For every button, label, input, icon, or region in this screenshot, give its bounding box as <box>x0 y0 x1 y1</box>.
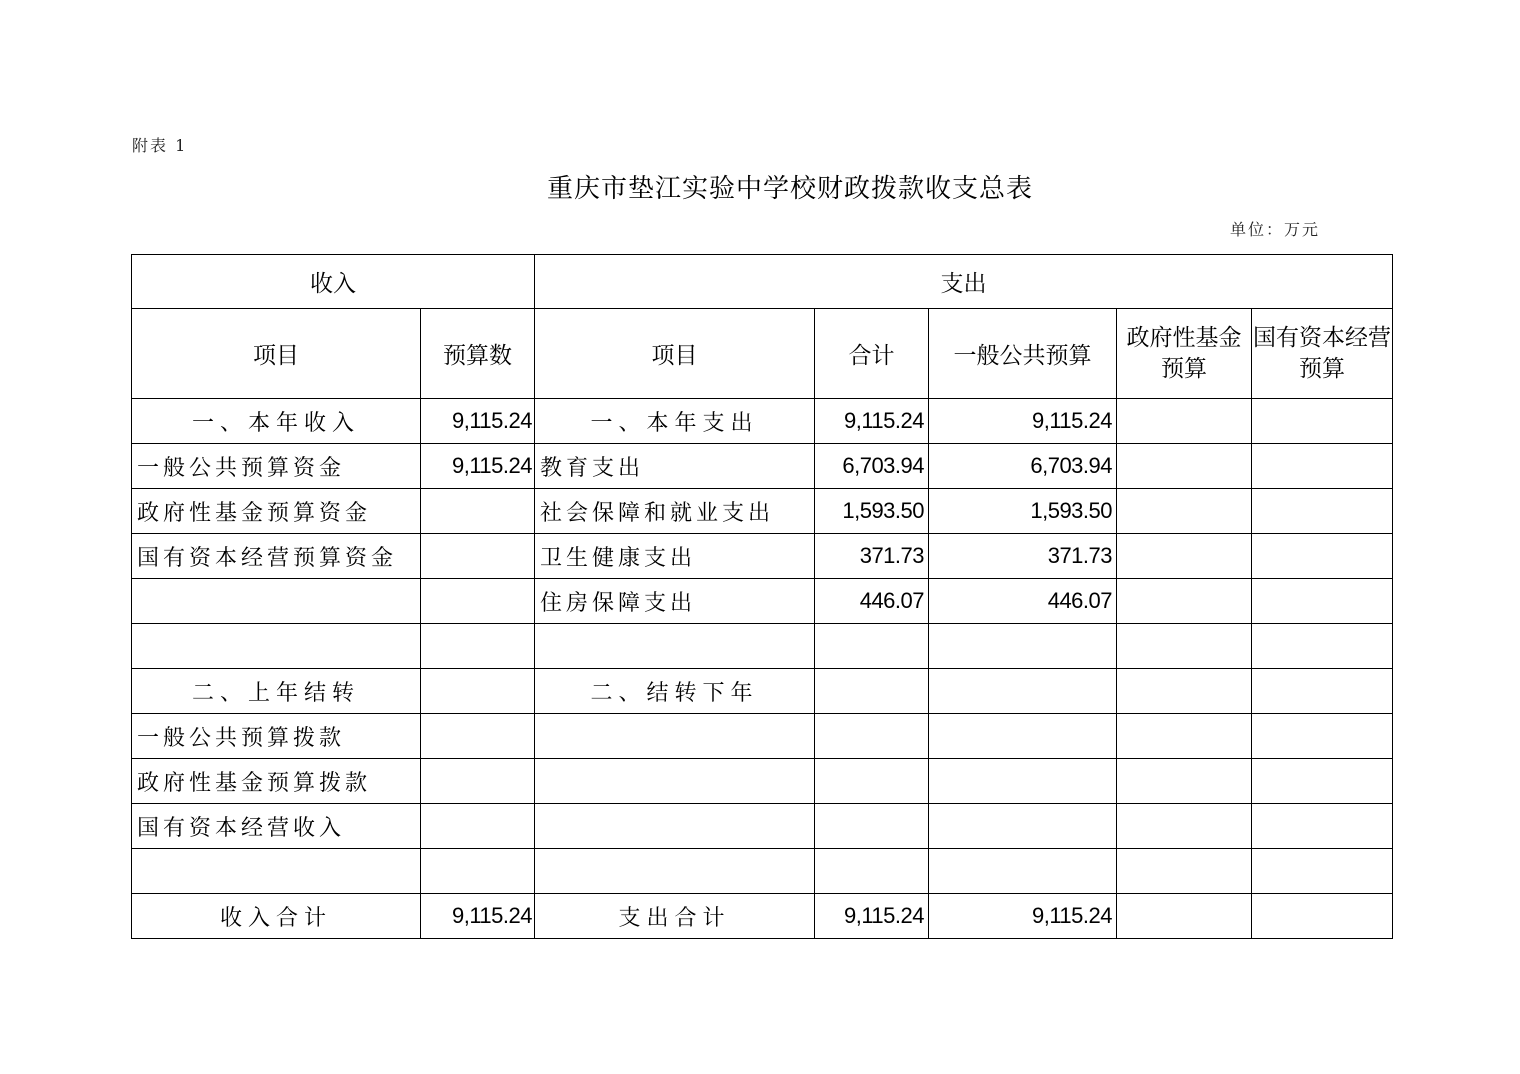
fund-cell <box>1117 534 1252 579</box>
income-budget-cell <box>421 669 535 714</box>
total-cell: 1,593.50 <box>815 489 929 534</box>
income-budget-cell <box>421 849 535 894</box>
expense-item-cell: 教育支出 <box>535 444 815 489</box>
capital-cell <box>1252 714 1393 759</box>
expense-item-cell <box>535 759 815 804</box>
budget-summary-table <box>131 254 1393 939</box>
expense-item-cell: 一、本年支出 <box>535 399 815 444</box>
table-row <box>132 669 1393 714</box>
capital-cell <box>1252 624 1393 669</box>
general-cell <box>929 624 1117 669</box>
total-cell <box>815 624 929 669</box>
table-row <box>132 534 1393 579</box>
expense-item-cell: 二、结转下年 <box>535 669 815 714</box>
income-item-cell <box>132 579 421 624</box>
fund-cell <box>1117 624 1252 669</box>
page-title: 重庆市垫江实验中学校财政拨款收支总表 <box>546 174 1033 204</box>
general-cell <box>929 804 1117 849</box>
total-cell: 9,115.24 <box>815 399 929 444</box>
total-cell: 446.07 <box>815 579 929 624</box>
expense-item-header: 项目 <box>535 309 815 399</box>
general-cell <box>929 849 1117 894</box>
income-item-cell: 一般公共预算资金 <box>132 444 421 489</box>
fund-cell <box>1117 714 1252 759</box>
income-budget-cell <box>421 579 535 624</box>
table-row <box>132 489 1393 534</box>
income-budget-cell <box>421 489 535 534</box>
capital-cell <box>1252 399 1393 444</box>
total-cell: 371.73 <box>815 534 929 579</box>
income-item-cell: 政府性基金预算拨款 <box>132 759 421 804</box>
income-budget-cell <box>421 804 535 849</box>
fund-cell <box>1117 444 1252 489</box>
general-cell: 1,593.50 <box>929 489 1117 534</box>
fund-total-value <box>1117 894 1252 939</box>
header-row-top <box>132 255 1393 309</box>
fund-cell <box>1117 804 1252 849</box>
income-budget-cell <box>421 714 535 759</box>
income-budget-header: 预算数 <box>421 309 535 399</box>
income-item-cell: 国有资本经营预算资金 <box>132 534 421 579</box>
income-item-cell: 二、上年结转 <box>132 669 421 714</box>
table-row <box>132 444 1393 489</box>
total-cell <box>815 849 929 894</box>
income-total-label: 收入合计 <box>132 894 421 939</box>
table-row <box>132 759 1393 804</box>
general-public-header: 一般公共预算 <box>929 309 1117 399</box>
header-row-sub <box>132 309 1393 399</box>
fund-cell <box>1117 669 1252 714</box>
table-row <box>132 624 1393 669</box>
expense-item-cell: 社会保障和就业支出 <box>535 489 815 534</box>
expense-item-cell: 卫生健康支出 <box>535 534 815 579</box>
state-capital-header: 国有资本经营预算 <box>1252 309 1393 399</box>
fund-cell <box>1117 579 1252 624</box>
general-cell: 371.73 <box>929 534 1117 579</box>
general-cell: 6,703.94 <box>929 444 1117 489</box>
unit-label: 单位：万元 <box>1230 220 1321 239</box>
general-cell <box>929 759 1117 804</box>
fund-cell <box>1117 759 1252 804</box>
general-cell: 446.07 <box>929 579 1117 624</box>
expense-header: 支出 <box>535 255 1393 309</box>
expense-item-cell <box>535 624 815 669</box>
income-item-cell: 国有资本经营收入 <box>132 804 421 849</box>
fund-cell <box>1117 849 1252 894</box>
gov-fund-header: 政府性基金预算 <box>1117 309 1252 399</box>
capital-cell <box>1252 804 1393 849</box>
capital-cell <box>1252 489 1393 534</box>
total-cell <box>815 714 929 759</box>
income-item-cell: 一般公共预算拨款 <box>132 714 421 759</box>
expense-item-cell <box>535 849 815 894</box>
capital-cell <box>1252 669 1393 714</box>
general-cell <box>929 669 1117 714</box>
income-item-header: 项目 <box>132 309 421 399</box>
income-item-cell <box>132 624 421 669</box>
expense-item-cell: 住房保障支出 <box>535 579 815 624</box>
expense-item-cell <box>535 804 815 849</box>
capital-cell <box>1252 579 1393 624</box>
attachment-label: 附表 1 <box>132 136 188 155</box>
table-row <box>132 714 1393 759</box>
general-total-value: 9,115.24 <box>929 894 1117 939</box>
table-row <box>132 849 1393 894</box>
table-row <box>132 399 1393 444</box>
total-header: 合计 <box>815 309 929 399</box>
fund-cell <box>1117 399 1252 444</box>
income-total-value: 9,115.24 <box>421 894 535 939</box>
table-row <box>132 579 1393 624</box>
capital-cell <box>1252 759 1393 804</box>
income-budget-cell: 9,115.24 <box>421 444 535 489</box>
fund-cell <box>1117 489 1252 534</box>
expense-item-cell <box>535 714 815 759</box>
income-budget-cell: 9,115.24 <box>421 399 535 444</box>
expense-total-label: 支出合计 <box>535 894 815 939</box>
income-item-cell <box>132 849 421 894</box>
expense-total-value: 9,115.24 <box>815 894 929 939</box>
income-header: 收入 <box>132 255 535 309</box>
income-budget-cell <box>421 534 535 579</box>
totals-row <box>132 894 1393 939</box>
income-item-cell: 政府性基金预算资金 <box>132 489 421 534</box>
income-budget-cell <box>421 624 535 669</box>
total-cell <box>815 804 929 849</box>
capital-cell <box>1252 534 1393 579</box>
general-cell <box>929 714 1117 759</box>
income-budget-cell <box>421 759 535 804</box>
capital-cell <box>1252 849 1393 894</box>
total-cell <box>815 669 929 714</box>
general-cell: 9,115.24 <box>929 399 1117 444</box>
capital-total-value <box>1252 894 1393 939</box>
total-cell: 6,703.94 <box>815 444 929 489</box>
income-item-cell: 一、本年收入 <box>132 399 421 444</box>
total-cell <box>815 759 929 804</box>
table-row <box>132 804 1393 849</box>
capital-cell <box>1252 444 1393 489</box>
